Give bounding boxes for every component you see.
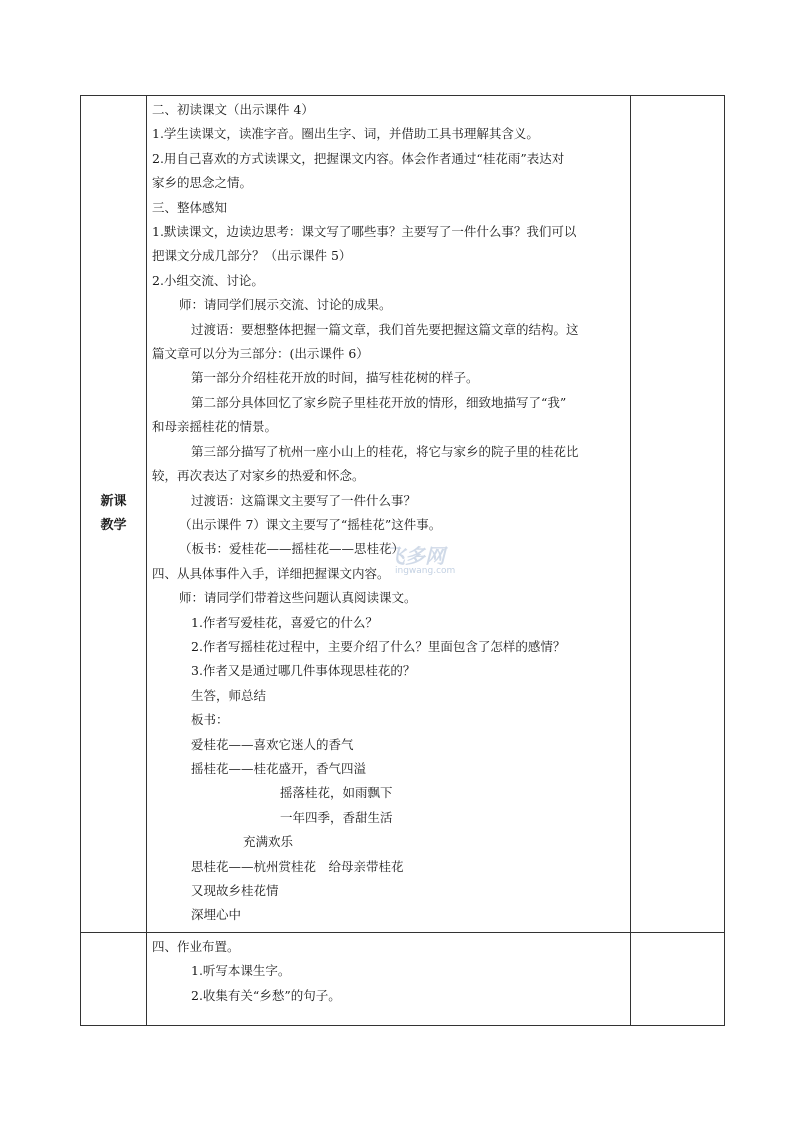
text-line: （出示课件 7）课文主要写了“摇桂花”这件事。 — [179, 516, 442, 532]
text-line: 板书： — [191, 712, 229, 728]
text-line: 3.作者又是通过哪几件事体现思桂花的？ — [191, 663, 416, 679]
text-line: 篇文章可以分为三部分：(出示课件 6） — [152, 346, 369, 362]
text-line: 家乡的思念之情。 — [152, 175, 253, 191]
text-line: 第三部分描写了杭州一座小山上的桂花，将它与家乡的院子里的桂花比 — [191, 443, 579, 459]
text-line: 第二部分具体回忆了家乡院子里桂花开放的情形，细致地描写了“我” — [191, 394, 567, 410]
text-line: 1.听写本课生字。 — [191, 963, 291, 979]
text-line: 三、整体感知 — [152, 199, 228, 215]
text-line: 过渡语：这篇课文主要写了一件什么事？ — [191, 492, 417, 508]
text-line: 爱桂花——喜欢它迷人的香气 — [191, 736, 354, 752]
text-line: 1.学生读课文，读准字音。圈出生字、词，并借助工具书理解其含义。 — [152, 126, 539, 142]
text-line: 又现故乡桂花情 — [191, 883, 279, 898]
text-line: 2.小组交流、讨论。 — [152, 272, 264, 288]
notes-cell-1 — [631, 96, 725, 933]
lesson-plan-table — [80, 95, 725, 1026]
text-line: 四、作业布置。 — [152, 938, 240, 954]
text-line: 把课文分成几部分？（出示课件 5） — [152, 248, 352, 264]
watermark-sub: ingwang.com — [395, 566, 456, 576]
homework-label-cell — [81, 932, 147, 1025]
text-line: （板书：爱桂花——摇桂花——思桂花） — [179, 541, 405, 557]
text-line: 摇落桂花，如雨飘下 — [280, 785, 393, 801]
text-line: 深埋心中 — [191, 907, 242, 923]
notes-cell-2 — [631, 932, 725, 1025]
watermark-main: 飞多网 — [385, 544, 445, 568]
section-label-cell — [81, 96, 147, 933]
teaching-row — [81, 96, 725, 933]
lesson-content-cell — [147, 96, 631, 933]
section-label-line-1: 新课 — [100, 493, 127, 509]
text-line: 师：请同学们带着这些问题认真阅读课文。 — [179, 590, 417, 606]
section-label-line-2: 教学 — [100, 517, 127, 533]
homework-content-cell — [147, 932, 631, 1025]
text-line: 2.用自己喜欢的方式读课文，把握课文内容。体会作者通过“桂花雨”表达对 — [152, 150, 565, 166]
text-line: 二、初读课文（出示课件 4） — [152, 102, 314, 117]
text-line: 师：请同学们展示交流、讨论的成果。 — [179, 297, 392, 313]
text-line: 四、从具体事件入手，详细把握课文内容。 — [152, 565, 390, 581]
text-line: 1.作者写爱桂花，喜爱它的什么？ — [191, 614, 378, 630]
text-line: 1.默读课文，边读边思考：课文写了哪些事？主要写了一件什么事？我们可以 — [152, 224, 577, 240]
homework-row — [81, 932, 725, 1025]
text-line: 思桂花——杭州赏桂花 给母亲带桂花 — [191, 858, 404, 874]
text-line: 一年四季，香甜生活 — [280, 809, 393, 825]
text-line: 和母亲摇桂花的情景。 — [152, 419, 278, 435]
text-line: 第一部分介绍桂花开放的时间，描写桂花树的样子。 — [191, 370, 479, 386]
text-line: 过渡语：要想整体把握一篇文章，我们首先要把握这篇文章的结构。这 — [191, 321, 579, 337]
text-line: 摇桂花——桂花盛开，香气四溢 — [191, 760, 367, 776]
text-line: 生答，师总结 — [191, 687, 267, 703]
text-line: 充满欢乐 — [243, 834, 294, 850]
text-line: 2.作者写摇桂花过程中，主要介绍了什么？里面包含了怎样的感情？ — [191, 638, 566, 654]
text-line: 较，再次表达了对家乡的热爱和怀念。 — [152, 468, 365, 484]
text-line: 2.收集有关“乡愁”的句子。 — [191, 987, 341, 1003]
